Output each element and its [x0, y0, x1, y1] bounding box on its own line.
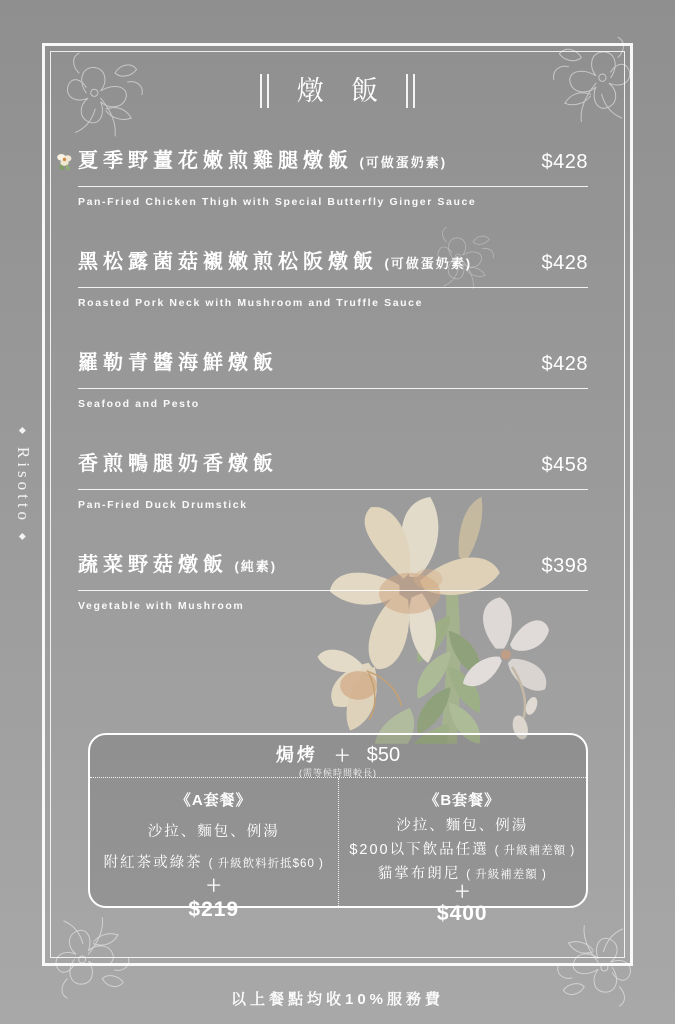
dish-header	[78, 249, 588, 288]
set-a-line1: 沙拉、麵包、例湯	[147, 824, 280, 840]
dish-name-wrap	[78, 249, 472, 275]
addon-price: $50	[366, 744, 401, 766]
dish-note: (可做蛋奶素)	[359, 155, 448, 170]
dish-name: 蔬菜野菇燉飯	[78, 554, 228, 576]
set-b-line2-note: ( 升級補差額 )	[494, 845, 576, 857]
dish-name: 羅勒青醬海鮮燉飯	[78, 352, 278, 374]
plus-icon: ＋	[205, 878, 222, 895]
set-a-column	[90, 778, 338, 921]
set-b-line3-note: ( 升級補差額 )	[466, 869, 547, 881]
footer-note: 以上餐點均收10%服務費	[230, 991, 445, 1008]
dish-name-wrap	[78, 148, 447, 174]
dish-price: $458	[541, 454, 588, 476]
dish-english: Vegetable with Mushroom	[78, 600, 245, 612]
addon-header	[90, 735, 586, 778]
menu-item	[78, 350, 588, 410]
dish-name-wrap	[78, 552, 277, 578]
menu-item	[78, 552, 588, 612]
dish-english: Seafood and Pesto	[78, 398, 200, 410]
ginger-flower-icon	[54, 151, 75, 172]
dish-english: Pan-Fried Chicken Thigh with Special Butterfly Ginger Sauce	[78, 196, 477, 208]
menu-item	[78, 451, 588, 511]
set-a-title: 《A套餐》	[175, 792, 252, 809]
set-b-line2	[349, 838, 575, 859]
dish-english: Roasted Pork Neck with Mushroom and Truffle Sauce	[78, 297, 424, 309]
title-bar-left	[260, 74, 269, 108]
dish-header	[78, 552, 588, 591]
dish-name: 香煎鴨腿奶香燉飯	[78, 453, 278, 475]
dish-note: (純素)	[234, 559, 278, 574]
plus-icon: ＋	[334, 748, 351, 765]
menu-list	[78, 148, 588, 653]
menu-item	[78, 148, 588, 208]
dish-price: $428	[541, 252, 588, 274]
set-a-line2	[104, 851, 324, 872]
page-title-row	[0, 74, 675, 108]
dish-note: (可做蛋奶素)	[384, 256, 473, 271]
set-a-price: $219	[188, 898, 240, 921]
set-b-column	[338, 778, 587, 925]
dish-name-wrap	[78, 350, 280, 376]
dish-header	[78, 350, 588, 389]
set-b-line3-main: 貓掌布朗尼	[377, 866, 461, 882]
side-label-text: Risotto	[14, 446, 33, 525]
title-bar-right	[406, 74, 415, 108]
set-b-line2-main: $200以下飲品任選	[349, 842, 489, 858]
dish-name-wrap	[78, 451, 280, 477]
addon-title: 焗烤	[275, 745, 318, 765]
addon-columns	[90, 778, 586, 925]
dish-price: $428	[541, 151, 588, 173]
menu-item	[78, 249, 588, 309]
dish-header	[78, 148, 588, 187]
set-a-line2-note: ( 升級飲料折抵$60 )	[208, 858, 324, 870]
addon-box	[88, 733, 588, 925]
diamond-icon: ◆	[18, 533, 28, 544]
dish-price: $428	[541, 353, 588, 375]
set-b-line3	[378, 862, 547, 883]
addon-note: (需等候時間較長)	[299, 768, 377, 778]
set-a-line2-main: 附紅茶或綠茶	[103, 855, 203, 871]
set-b-price: $400	[436, 902, 488, 925]
plus-icon: ＋	[454, 884, 471, 901]
set-b-line1: 沙拉、麵包、例湯	[396, 818, 529, 834]
set-b-title: 《B套餐》	[424, 792, 501, 809]
side-label	[11, 418, 33, 548]
dish-name: 黑松露菌菇襯嫩煎松阪燉飯	[78, 251, 378, 273]
dish-name: 夏季野薑花嫩煎雞腿燉飯	[78, 150, 353, 172]
diamond-icon: ◆	[18, 427, 28, 438]
dish-header	[78, 451, 588, 490]
dish-english: Pan-Fried Duck Drumstick	[78, 499, 248, 511]
dish-price: $398	[541, 555, 588, 577]
page-title: 燉 飯	[296, 76, 389, 106]
